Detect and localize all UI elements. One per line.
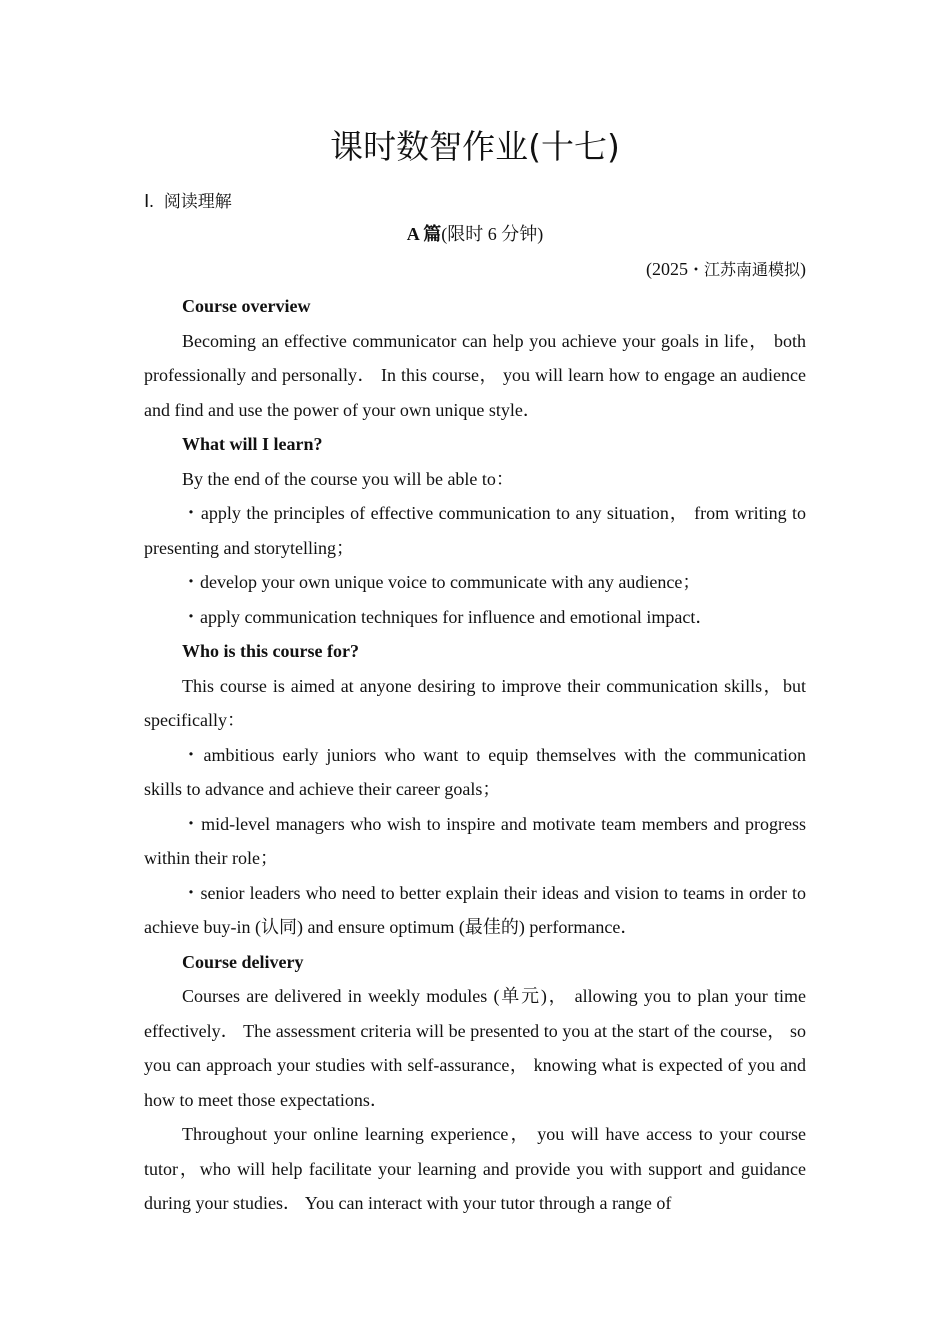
heading-course-delivery: Course delivery: [182, 951, 304, 972]
paragraph-audience: This course is aimed at anyone desiring to improve their communication skills，but specifically：: [144, 675, 806, 730]
section-heading: [144, 187, 232, 216]
paragraph-overview: Becoming an effective communicator can help you achieve your goals in life， both professionally and personally． In this course， you will learn how to engage an audience and find and use the power of your own unique style．: [144, 330, 806, 420]
heading-what-will-i-learn: What will I learn?: [182, 434, 323, 454]
source-name: 江苏南通模拟: [703, 260, 800, 279]
section-label: 阅读理解: [163, 192, 232, 212]
passage-heading: [144, 220, 806, 248]
list-item: ・apply the principles of effective communication to any situation， from writing to presenting and storytelling；: [144, 503, 806, 558]
source-year: (2025: [645, 259, 688, 279]
source-dot: ・: [687, 260, 704, 279]
list-item: ・ambitious early juniors who want to equip themselves with the communication skills to advance and achieve their career goals；: [144, 744, 806, 799]
passage-letter: A 篇: [406, 224, 442, 244]
heading-course-overview: Course overview: [182, 296, 311, 316]
list-item: ・apply communication techniques for influence and emotional impact．: [182, 606, 714, 627]
source-close: ): [800, 259, 806, 279]
heading-who-is-this-for: Who is this course for?: [182, 641, 359, 661]
list-item: ・develop your own unique voice to communicate with any audience；: [182, 572, 701, 592]
section-number: Ⅰ.: [144, 191, 154, 211]
article-body: [144, 289, 806, 1221]
paragraph-intro-learn: By the end of the course you will be able to：: [182, 468, 514, 489]
source-note: [646, 255, 806, 284]
list-item: ・mid-level managers who wish to inspire and motivate team members and progress within their role；: [144, 813, 806, 868]
page-title: 课时数智作业(十七): [330, 127, 620, 166]
time-limit: (限时 6 分钟): [441, 224, 544, 244]
paragraph-tutor: Throughout your online learning experience， you will have access to your course tutor，who will help facilitate your learning and provide you with support and guidance during your studies． You can interact with your tutor through a range of: [144, 1124, 806, 1213]
list-item: ・senior leaders who need to better explain their ideas and vision to teams in order to achieve buy-in (认同) and ensure optimum (最佳的) performance．: [144, 882, 806, 937]
paragraph-delivery: Courses are delivered in weekly modules (单元)， allowing you to plan your time effectively． The assessment criteria will be presented to you at the start of the course， so you can approach your studies with self-assurance， knowing what is expected of you and how to meet those expectations．: [144, 986, 806, 1110]
